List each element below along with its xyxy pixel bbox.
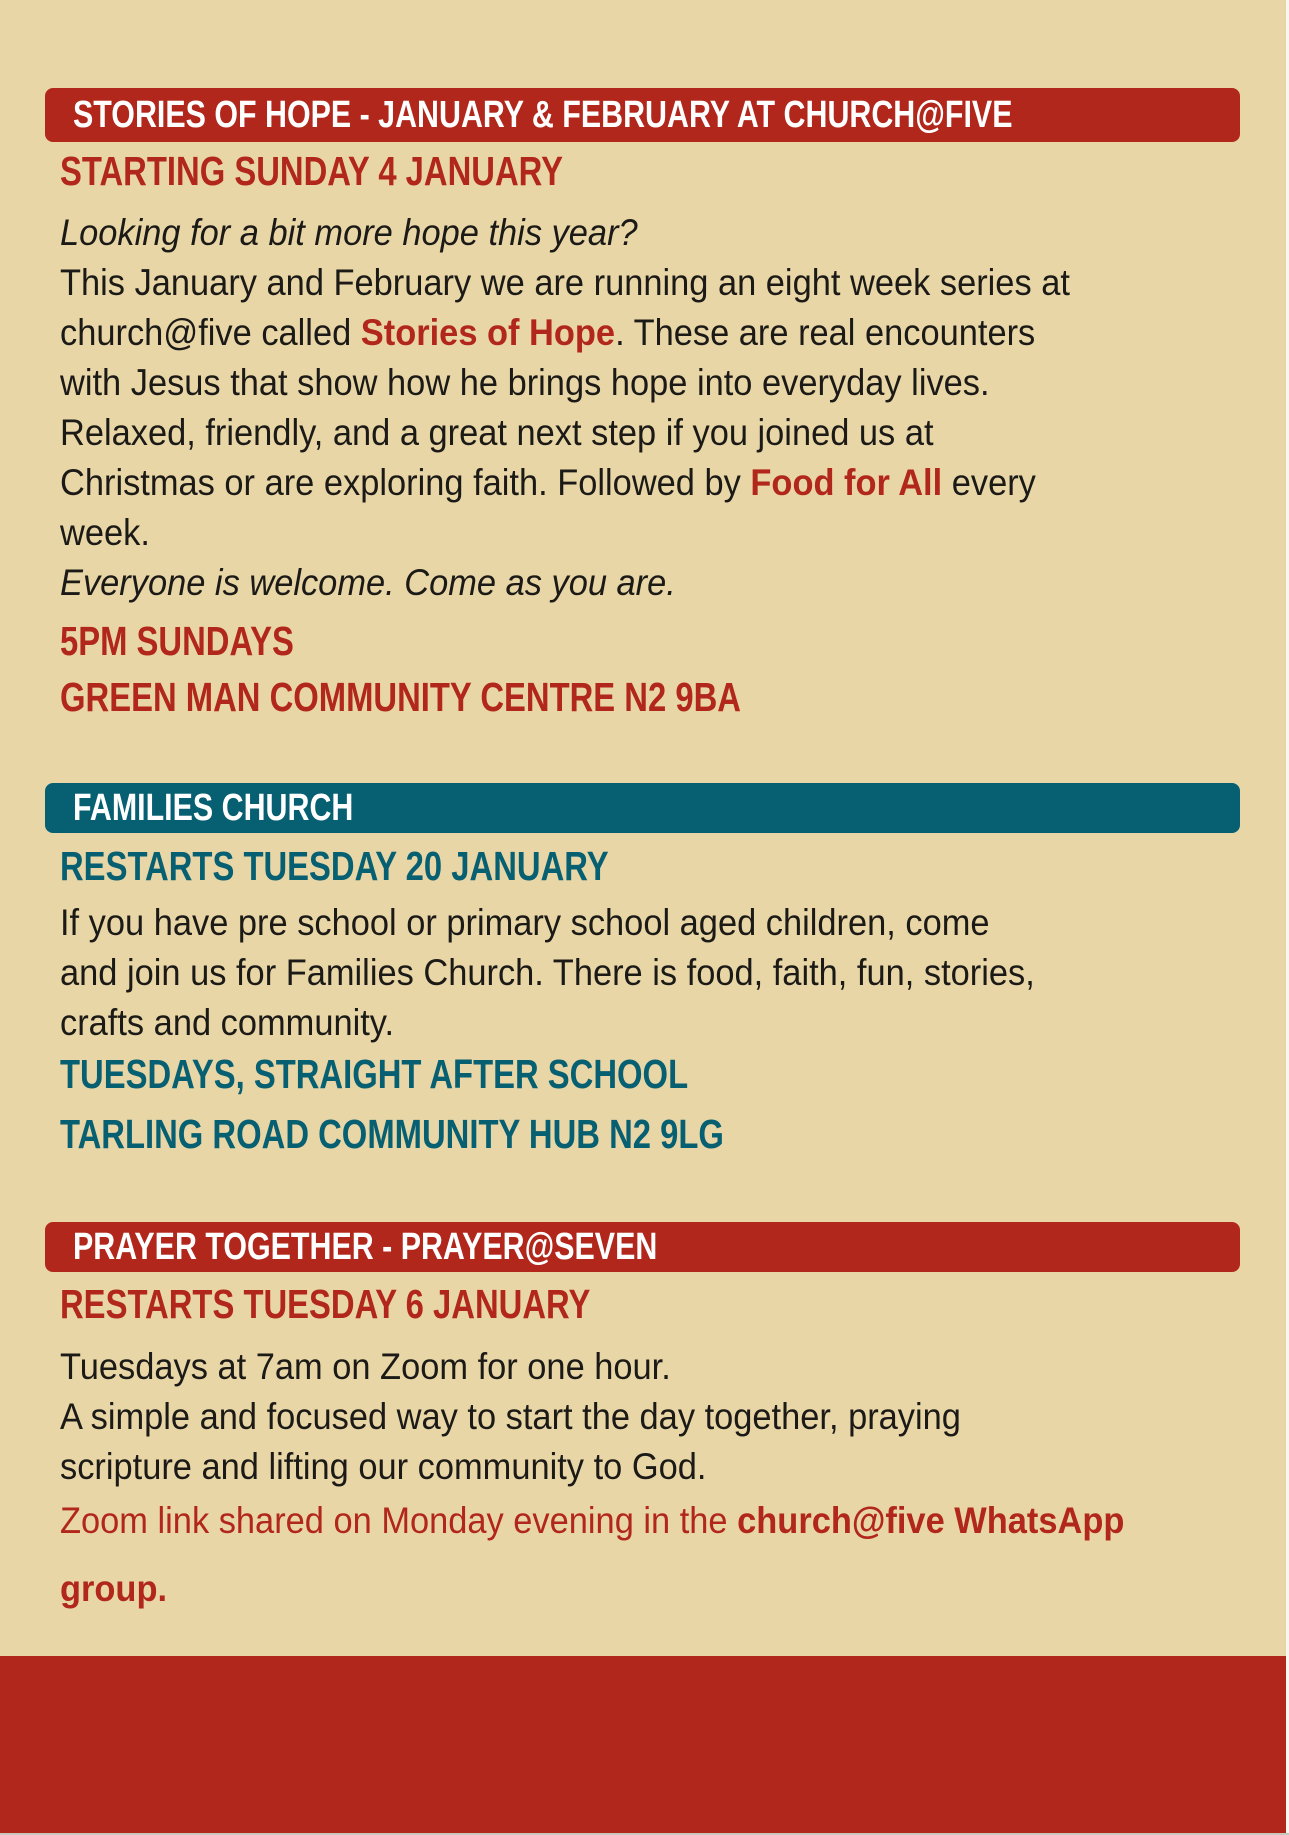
prayer-banner	[45, 1222, 1240, 1272]
prayer-note-line-1: Zoom link shared on Monday evening in the church@five WhatsApp	[60, 1500, 1125, 1541]
stories-para-line-1: This January and February we are running an eight week series at	[60, 262, 1070, 303]
families-venue: TARLING ROAD COMMUNITY HUB N2 9LG	[60, 1111, 724, 1157]
stories-intro-line: Looking for a bit more hope this year?	[60, 212, 638, 253]
stories-para-line-3: with Jesus that show how he brings hope into everyday lives.	[60, 362, 990, 403]
prayer-para-line-3: scripture and lifting our community to God.	[60, 1446, 707, 1487]
stories-body	[60, 208, 1146, 608]
families-body	[60, 898, 1108, 1048]
families-time: TUESDAYS, STRAIGHT AFTER SCHOOL	[60, 1051, 689, 1097]
stories-para-line-6: week.	[60, 512, 150, 553]
families-subhead: RESTARTS TUESDAY 20 JANUARY	[60, 843, 609, 889]
prayer-banner-label: PRAYER TOGETHER - PRAYER@SEVEN	[73, 1225, 658, 1268]
stories-series-name: Stories of Hope	[360, 312, 616, 353]
prayer-subhead: RESTARTS TUESDAY 6 JANUARY	[60, 1281, 591, 1327]
stories-para-line-5: Christmas or are exploring faith. Followed by Food for All every	[60, 462, 1036, 503]
families-para-line-3: crafts and community.	[60, 1002, 395, 1043]
stories-outro-line: Everyone is welcome. Come as you are.	[60, 562, 676, 603]
families-para-line-2: and join us for Families Church. There is food, faith, fun, stories,	[60, 952, 1035, 993]
families-banner-label: FAMILIES CHURCH	[73, 786, 354, 829]
stories-banner	[45, 88, 1240, 142]
stories-subhead: STARTING SUNDAY 4 JANUARY	[60, 148, 564, 194]
stories-banner-label: STORIES OF HOPE - JANUARY & FEBRUARY AT CHURCH@FIVE	[73, 93, 1013, 136]
prayer-para-line-1: Tuesdays at 7am on Zoom for one hour.	[60, 1346, 671, 1387]
families-banner	[45, 783, 1240, 833]
stories-para-line-2: church@five called Stories of Hope. These are real encounters	[60, 312, 1036, 353]
stories-para-line-4: Relaxed, friendly, and a great next step if you joined us at	[60, 412, 934, 453]
prayer-para-line-2: A simple and focused way to start the day together, praying	[60, 1396, 961, 1437]
stories-time: 5PM SUNDAYS	[60, 618, 294, 664]
prayer-note-line-2: group.	[60, 1568, 168, 1609]
stories-venue: GREEN MAN COMMUNITY CENTRE N2 9BA	[60, 674, 741, 720]
families-para-line-1: If you have pre school or primary school aged children, come	[60, 902, 990, 943]
food-for-all-label: Food for All	[750, 462, 943, 503]
whatsapp-group-label: church@five WhatsApp	[737, 1500, 1125, 1541]
prayer-body	[60, 1342, 1029, 1492]
footer-band	[0, 1656, 1289, 1835]
